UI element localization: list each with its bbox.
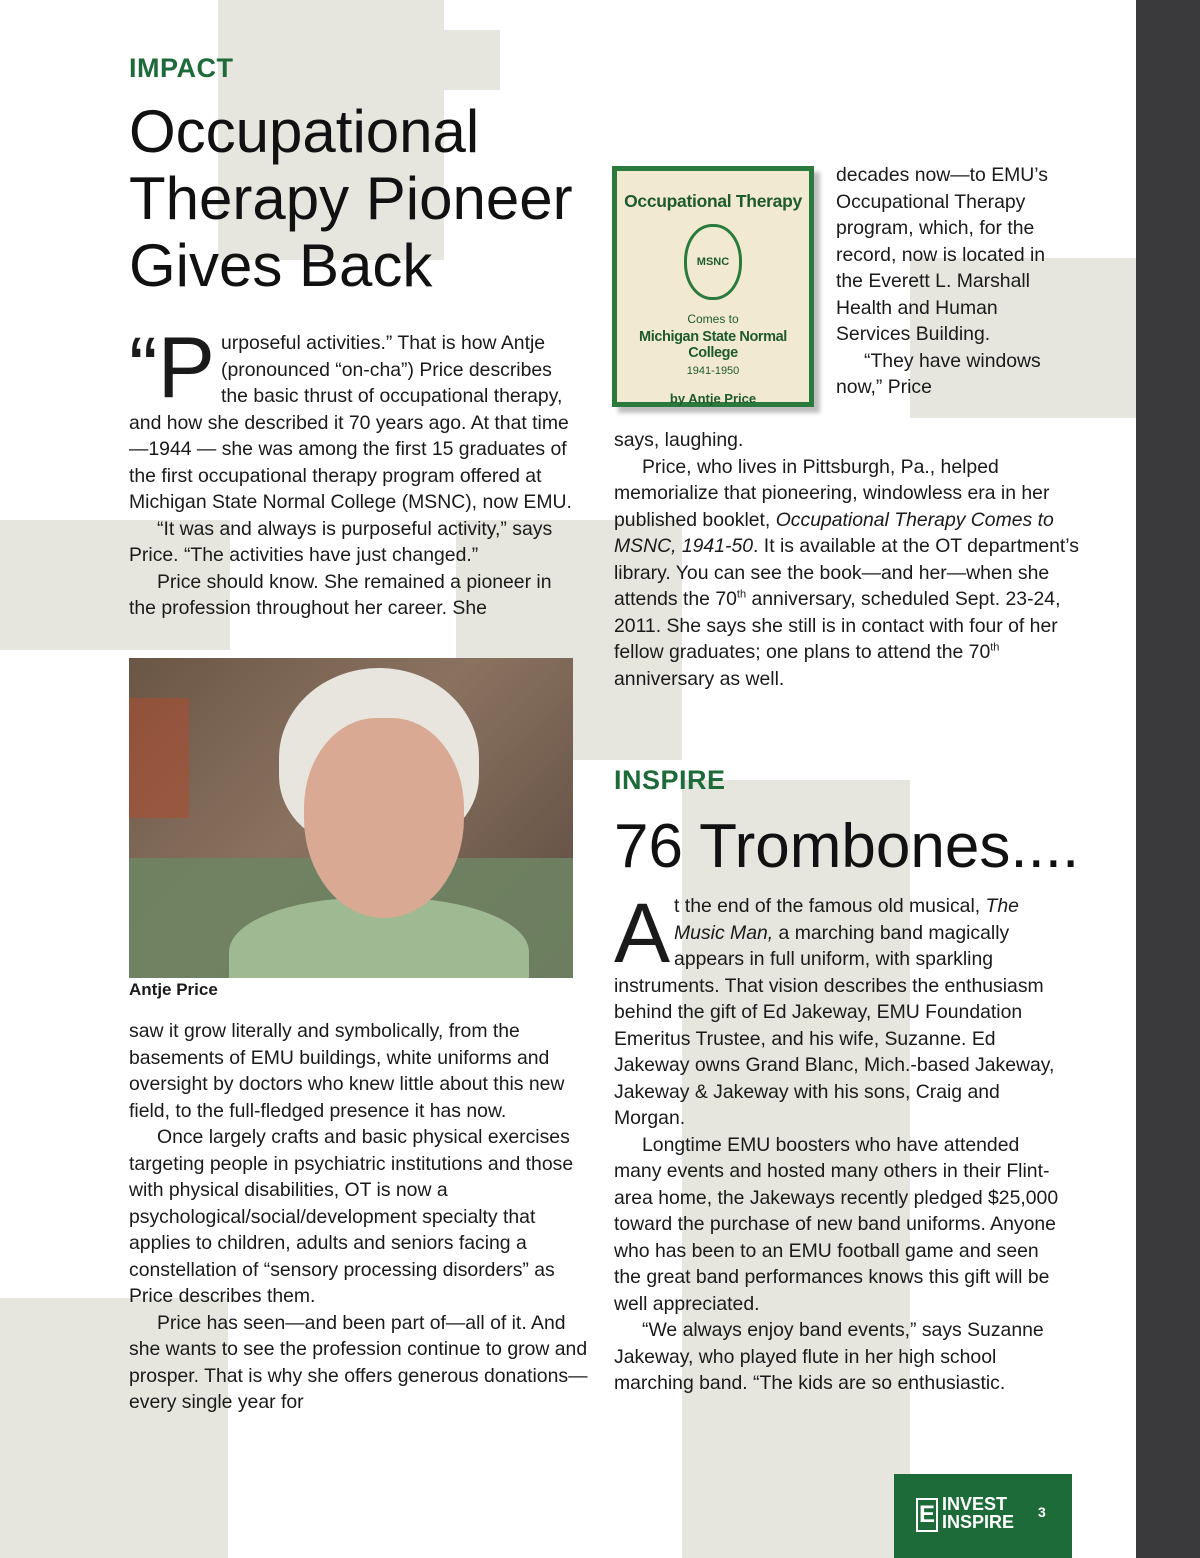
drop-cap: “P [129,320,215,416]
right-sidebar [1136,0,1200,1558]
paragraph: says, laughing. [614,429,744,451]
article-column [614,427,1084,692]
paragraph: Price should know. She remained a pioneer in the profession throughout her career. She [129,570,552,619]
article-column [836,162,1056,401]
paragraph: saw it grow literally and symbolically, from the basements of EMU buildings, white uniforms and oversight by doctors who knew little about this new field, to the full-fledged presence it has now. [129,1020,565,1122]
msnc-logo-icon: MSNC [684,224,742,300]
article-title: Occupational Therapy Pioneer Gives Back [129,98,573,299]
booklet-subtitle: Michigan State Normal College [639,329,787,361]
article-column [129,1018,589,1416]
paragraph: Longtime EMU boosters who have attended many events and hosted many others in their Flint-area home, the Jakeways recently pledged $25,000 toward the purchase of new band uniforms. Anyone who has been to an EMU football game and seen the great band performances knows this gift will be well appreciated. [614,1133,1059,1315]
paragraph: “We always enjoy band events,” says Suzanne Jakeway, who played flute in her high school marching band. “The kids are so enthusiastic. [614,1319,1044,1394]
emu-logo-icon: E [916,1498,938,1532]
article-column [614,886,1066,1397]
portrait-photo [129,658,573,978]
booklet-cover-image [612,166,814,407]
paragraph: Once largely crafts and basic physical exercises targeting people in psychiatric institutions and those with physical disabilities, OT is now a psychological/social/development specialty that applies to children, adults and seniors facing a constellation of “sensory processing disorders” as Price describes them. [129,1126,574,1307]
brand-word: INVEST [942,1494,1008,1514]
paragraph: Price, who lives in Pittsburgh, Pa., helped memorialize that pioneering, windowless era in her published booklet, Occupational Therapy Comes to MSNC, 1941-50. It is available at the OT department’s library. You can see the book—and her—when she attends the 70th anniversary, scheduled Sept. 23-24, 2011. She says she still is in contact with four of her fellow graduates; one plans to attend the 70th anniversary as well. [614,455,1079,690]
article-title: 76 Trombones.... [614,812,1080,881]
booklet-author: by Antje Price [669,391,757,406]
drop-cap: A [614,886,671,980]
photo-caption: Antje Price [129,980,218,999]
booklet-subtitle: Comes to [687,312,739,326]
booklet-years: 1941-1950 [686,365,740,377]
bg-square [444,30,500,90]
paragraph: decades now—to EMU’s Occupational Therapy program, which, for the record, now is located in the Everett L. Marshall Health and Human Services Building. [836,164,1048,345]
lead-paragraph: At the end of the famous old musical, The Music Man, a marching band magically appears in full uniform, with sparkling instruments. That vision describes the enthusiasm behind the gift of Ed Jakeway, EMU Foundation Emeritus Trustee, and his wife, Suzanne. Ed Jakeway owns Grand Blanc, Mich.-based Jakeway, Jakeway & Jakeway with his sons, Craig and Morgan. [614,886,1055,1129]
section-kicker: INSPIRE [614,765,726,795]
booklet-title: Occupational Therapy [624,191,802,211]
lead-paragraph: “Purposeful activities.” That is how Antje (pronounced “on-cha”) Price describes the basic thrust of occupational therapy, and how she described it 70 years ago. At that time —1944 — she was among the first 15 graduates of the first occupational therapy program offered at Michigan State Normal College (MSNC), now EMU. [129,320,572,513]
paragraph: “It was and always is purposeful activity,” says Price. “The activities have just changed.” [129,517,553,566]
article-column [129,320,579,622]
section-kicker: IMPACT [129,53,234,83]
paragraph: “They have windows now,” Price [836,349,1041,398]
brand-word: INSPIRE [942,1512,1015,1532]
brand-badge [894,1474,1072,1558]
paragraph: Price has seen—and been part of—all of it. And she wants to see the profession continue to grow and prosper. That is why she offers generous donations—every single year for [129,1311,588,1413]
page-number: 3 [1038,1504,1046,1520]
